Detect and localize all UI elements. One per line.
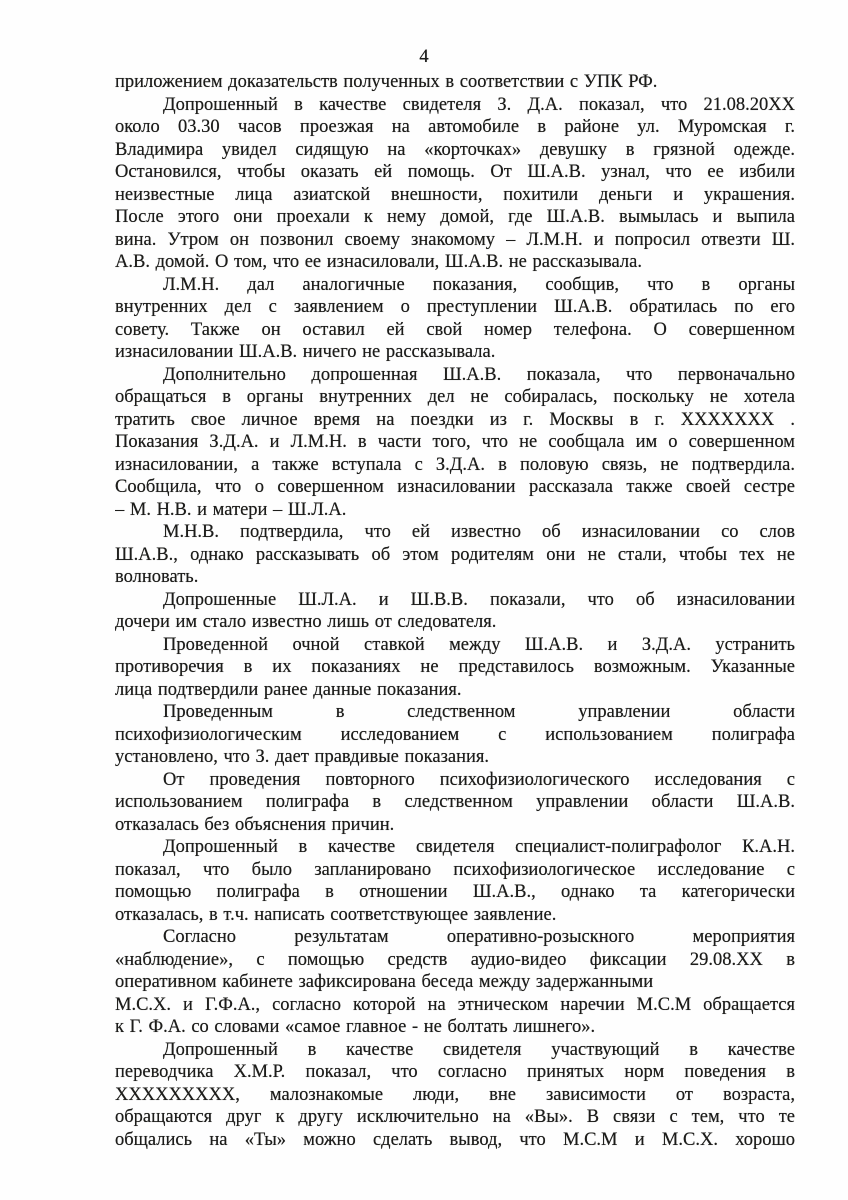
- text-line: использованием полиграфа в следственном управлении области Ш.А.В.: [115, 792, 795, 812]
- text-line: Допрошенный в качестве свидетеля З. Д.А. показал, что 21.08.20ХХ: [163, 94, 795, 115]
- text-line: Допрошенные Ш.Л.А. и Ш.В.В. показали, что об изнасиловании: [163, 589, 795, 610]
- text-line: А.В. домой. О том, что ее изнасиловали, Ш.А.В. не рассказывала.: [115, 252, 642, 272]
- text-line: показал, что было запланировано психофизиологическое исследование с: [115, 859, 795, 880]
- text-line: Владимира увидел сидящую на «корточках» девушку в грязной одежде.: [115, 139, 795, 160]
- text-line: – М. Н.В. и матери – Ш.Л.А.: [115, 499, 347, 520]
- text-line: Остановился, чтобы оказать ей помощь. От Ш.А.В. узнал, что ее избили: [115, 162, 795, 182]
- text-line: оперативном кабинете зафиксирована беседа между задержанными: [115, 972, 654, 992]
- text-line: Проведенной очной ставкой между Ш.А.В. и З.Д.А. устранить: [163, 634, 795, 655]
- text-line: изнасиловании Ш.А.В. ничего не рассказывала.: [115, 342, 496, 362]
- text-line: Сообщила, что о совершенном изнасиловании рассказала также своей сестре: [115, 477, 795, 497]
- text-line: Проведенным в следственном управлении области: [163, 702, 795, 722]
- text-line: отказалась без объяснения причин.: [115, 814, 395, 835]
- text-line: М.С.Х. и Г.Ф.А., согласно которой на этническом наречии М.С.М обращается: [115, 994, 795, 1015]
- text-line: Согласно результатам оперативно-розыскного мероприятия: [163, 927, 795, 947]
- text-line: обращаются друг к другу исключительно на «Вы». В связи с тем, что те: [115, 1107, 795, 1127]
- text-line: Л.М.Н. дал аналогичные показания, сообщив, что в органы: [163, 274, 795, 295]
- text-line: совету. Также он оставил ей свой номер телефона. О совершенном: [115, 319, 795, 340]
- text-line: Показания З.Д.А. и Л.М.Н. в части того, что не сообщала им о совершенном: [115, 432, 795, 452]
- text-line: вина. Утром он позвонил своему знакомому – Л.М.Н. и попросил отвезти Ш.: [115, 229, 795, 250]
- text-line: тратить свое личное время на поездки из г. Москвы в г. ХХХХХХХ .: [115, 409, 795, 430]
- text-line: Допрошенный в качестве свидетеля специалист-полиграфолог К.А.Н.: [163, 837, 795, 857]
- text-line: После этого они проехали к нему домой, где Ш.А.В. вымылась и выпила: [115, 207, 795, 227]
- text-line: От проведения повторного психофизиологического исследования с: [163, 769, 795, 790]
- text-line: установлено, что З. дает правдивые показания.: [115, 747, 490, 767]
- text-line: М.Н.В. подтвердила, что ей известно об изнасиловании со слов: [163, 522, 795, 542]
- text-line: неизвестные лица азиатской внешности, похитили деньги и украшения.: [115, 184, 795, 205]
- text-line: «наблюдение», с помощью средств аудио-видео фиксации 29.08.ХХ в: [115, 949, 795, 970]
- text-line: лица подтвердили ранее данные показания.: [115, 679, 462, 700]
- text-line: к Г. Ф.А. со словами «самое главное - не болтать лишнего».: [115, 1017, 596, 1037]
- text-line: около 03.30 часов проезжая на автомобиле в районе ул. Муромская г.: [115, 117, 795, 137]
- text-line: Ш.А.В., однако рассказывать об этом родителям они не стали, чтобы тех не: [115, 544, 795, 565]
- text-line: противоречия в их показаниях не представилось возможным. Указанные: [115, 657, 795, 677]
- text-line: изнасиловании, а также вступала с З.Д.А. в половую связь, не подтвердила.: [115, 454, 795, 475]
- text-line: психофизиологическим исследованием с использованием полиграфа: [115, 724, 795, 745]
- text-line: ХХХХХХХХХ, малознакомые люди, вне зависимости от возраста,: [115, 1084, 795, 1105]
- text-line: приложением доказательств полученных в соответствии с УПК РФ.: [115, 72, 658, 92]
- text-line: переводчика Х.М.Р. показал, что согласно принятых норм поведения в: [115, 1062, 795, 1082]
- text-line: дочери им стало известно лишь от следователя.: [115, 612, 497, 632]
- text-line: Дополнительно допрошенная Ш.А.В. показала, что первоначально: [163, 364, 795, 385]
- text-line: помощью полиграфа в отношении Ш.А.В., однако та категорически: [115, 882, 795, 902]
- text-line: Допрошенный в качестве свидетеля участвующий в качестве: [163, 1039, 795, 1060]
- document-body: [115, 71, 795, 1151]
- page-number: 4: [419, 47, 429, 67]
- text-line: волновать.: [115, 567, 199, 587]
- text-line: отказалась, в т.ч. написать соответствующее заявление.: [115, 904, 557, 925]
- text-line: обращаться в органы внутренних дел не собиралась, поскольку не хотела: [115, 387, 795, 407]
- text-line: внутренних дел с заявлением о преступлении Ш.А.В. обратилась по его: [115, 297, 795, 317]
- text-line: общались на «Ты» можно сделать вывод, что М.С.М и М.С.Х. хорошо: [115, 1129, 795, 1150]
